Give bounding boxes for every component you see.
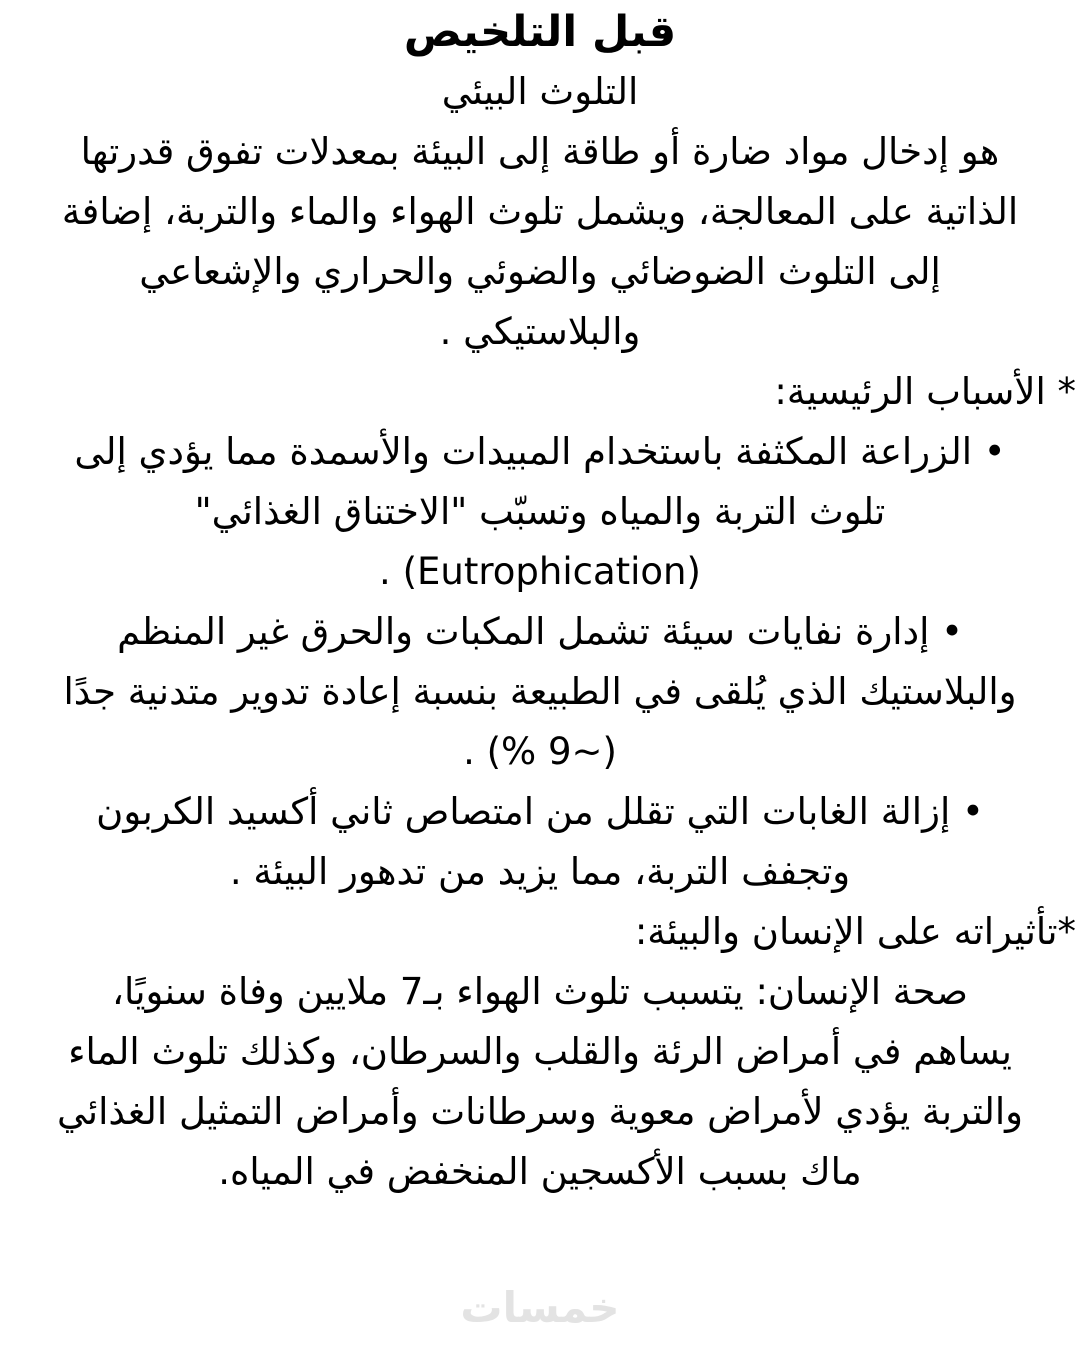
cause-line: وتجفف التربة، مما يزيد من تدهور البيئة . xyxy=(229,850,851,893)
document-title: قبل التلخيص xyxy=(403,7,677,57)
cause-line: • إزالة الغابات التي تقلل من امتصاص ثاني أكسيد الكربون xyxy=(96,790,984,833)
causes-heading: * الأسباب الرئيسية: xyxy=(774,370,1076,413)
intro-line: الذاتية على المعالجة، ويشمل تلوث الهواء والماء والتربة، إضافة xyxy=(61,190,1019,233)
effects-line: يساهم في أمراض الرئة والقلب والسرطان، وكذلك تلوث الماء xyxy=(68,1030,1012,1073)
cause-line: (~9 %) . xyxy=(463,730,617,773)
intro-line: إلى التلوث الضوضائي والضوئي والحراري والإشعاعي xyxy=(139,250,941,293)
cause-line: • الزراعة المكثفة باستخدام المبيدات والأسمدة مما يؤدي إلى xyxy=(74,430,1006,473)
intro-line: هو إدخال مواد ضارة أو طاقة إلى البيئة بمعدلات تفوق قدرتها xyxy=(80,130,1000,173)
intro-line: والبلاستيكي . xyxy=(439,310,641,353)
cause-line: (Eutrophication) . xyxy=(379,550,701,593)
document-body xyxy=(0,2,1080,1202)
cause-line: • إدارة نفايات سيئة تشمل المكبات والحرق غير المنظم xyxy=(117,610,963,653)
document-subtitle: التلوث البيئي xyxy=(441,70,639,113)
effects-line: ماك بسبب الأكسجين المنخفض في المياه. xyxy=(218,1150,862,1193)
effects-heading: *تأثيراته على الإنسان والبيئة: xyxy=(634,910,1076,953)
effects-line: والتربة يؤدي لأمراض معوية وسرطانات وأمراض التمثيل الغذائي xyxy=(56,1090,1024,1133)
khamsat-watermark: خمسات xyxy=(460,1283,620,1332)
cause-line: تلوث التربة والمياه وتسبّب "الاختناق الغذائي" xyxy=(194,490,886,533)
cause-line: والبلاستيك الذي يُلقى في الطبيعة بنسبة إعادة تدوير متدنية جدًا xyxy=(63,670,1017,713)
effects-line: صحة الإنسان: يتسبب تلوث الهواء بـ7 ملايين وفاة سنويًا، xyxy=(112,970,968,1013)
